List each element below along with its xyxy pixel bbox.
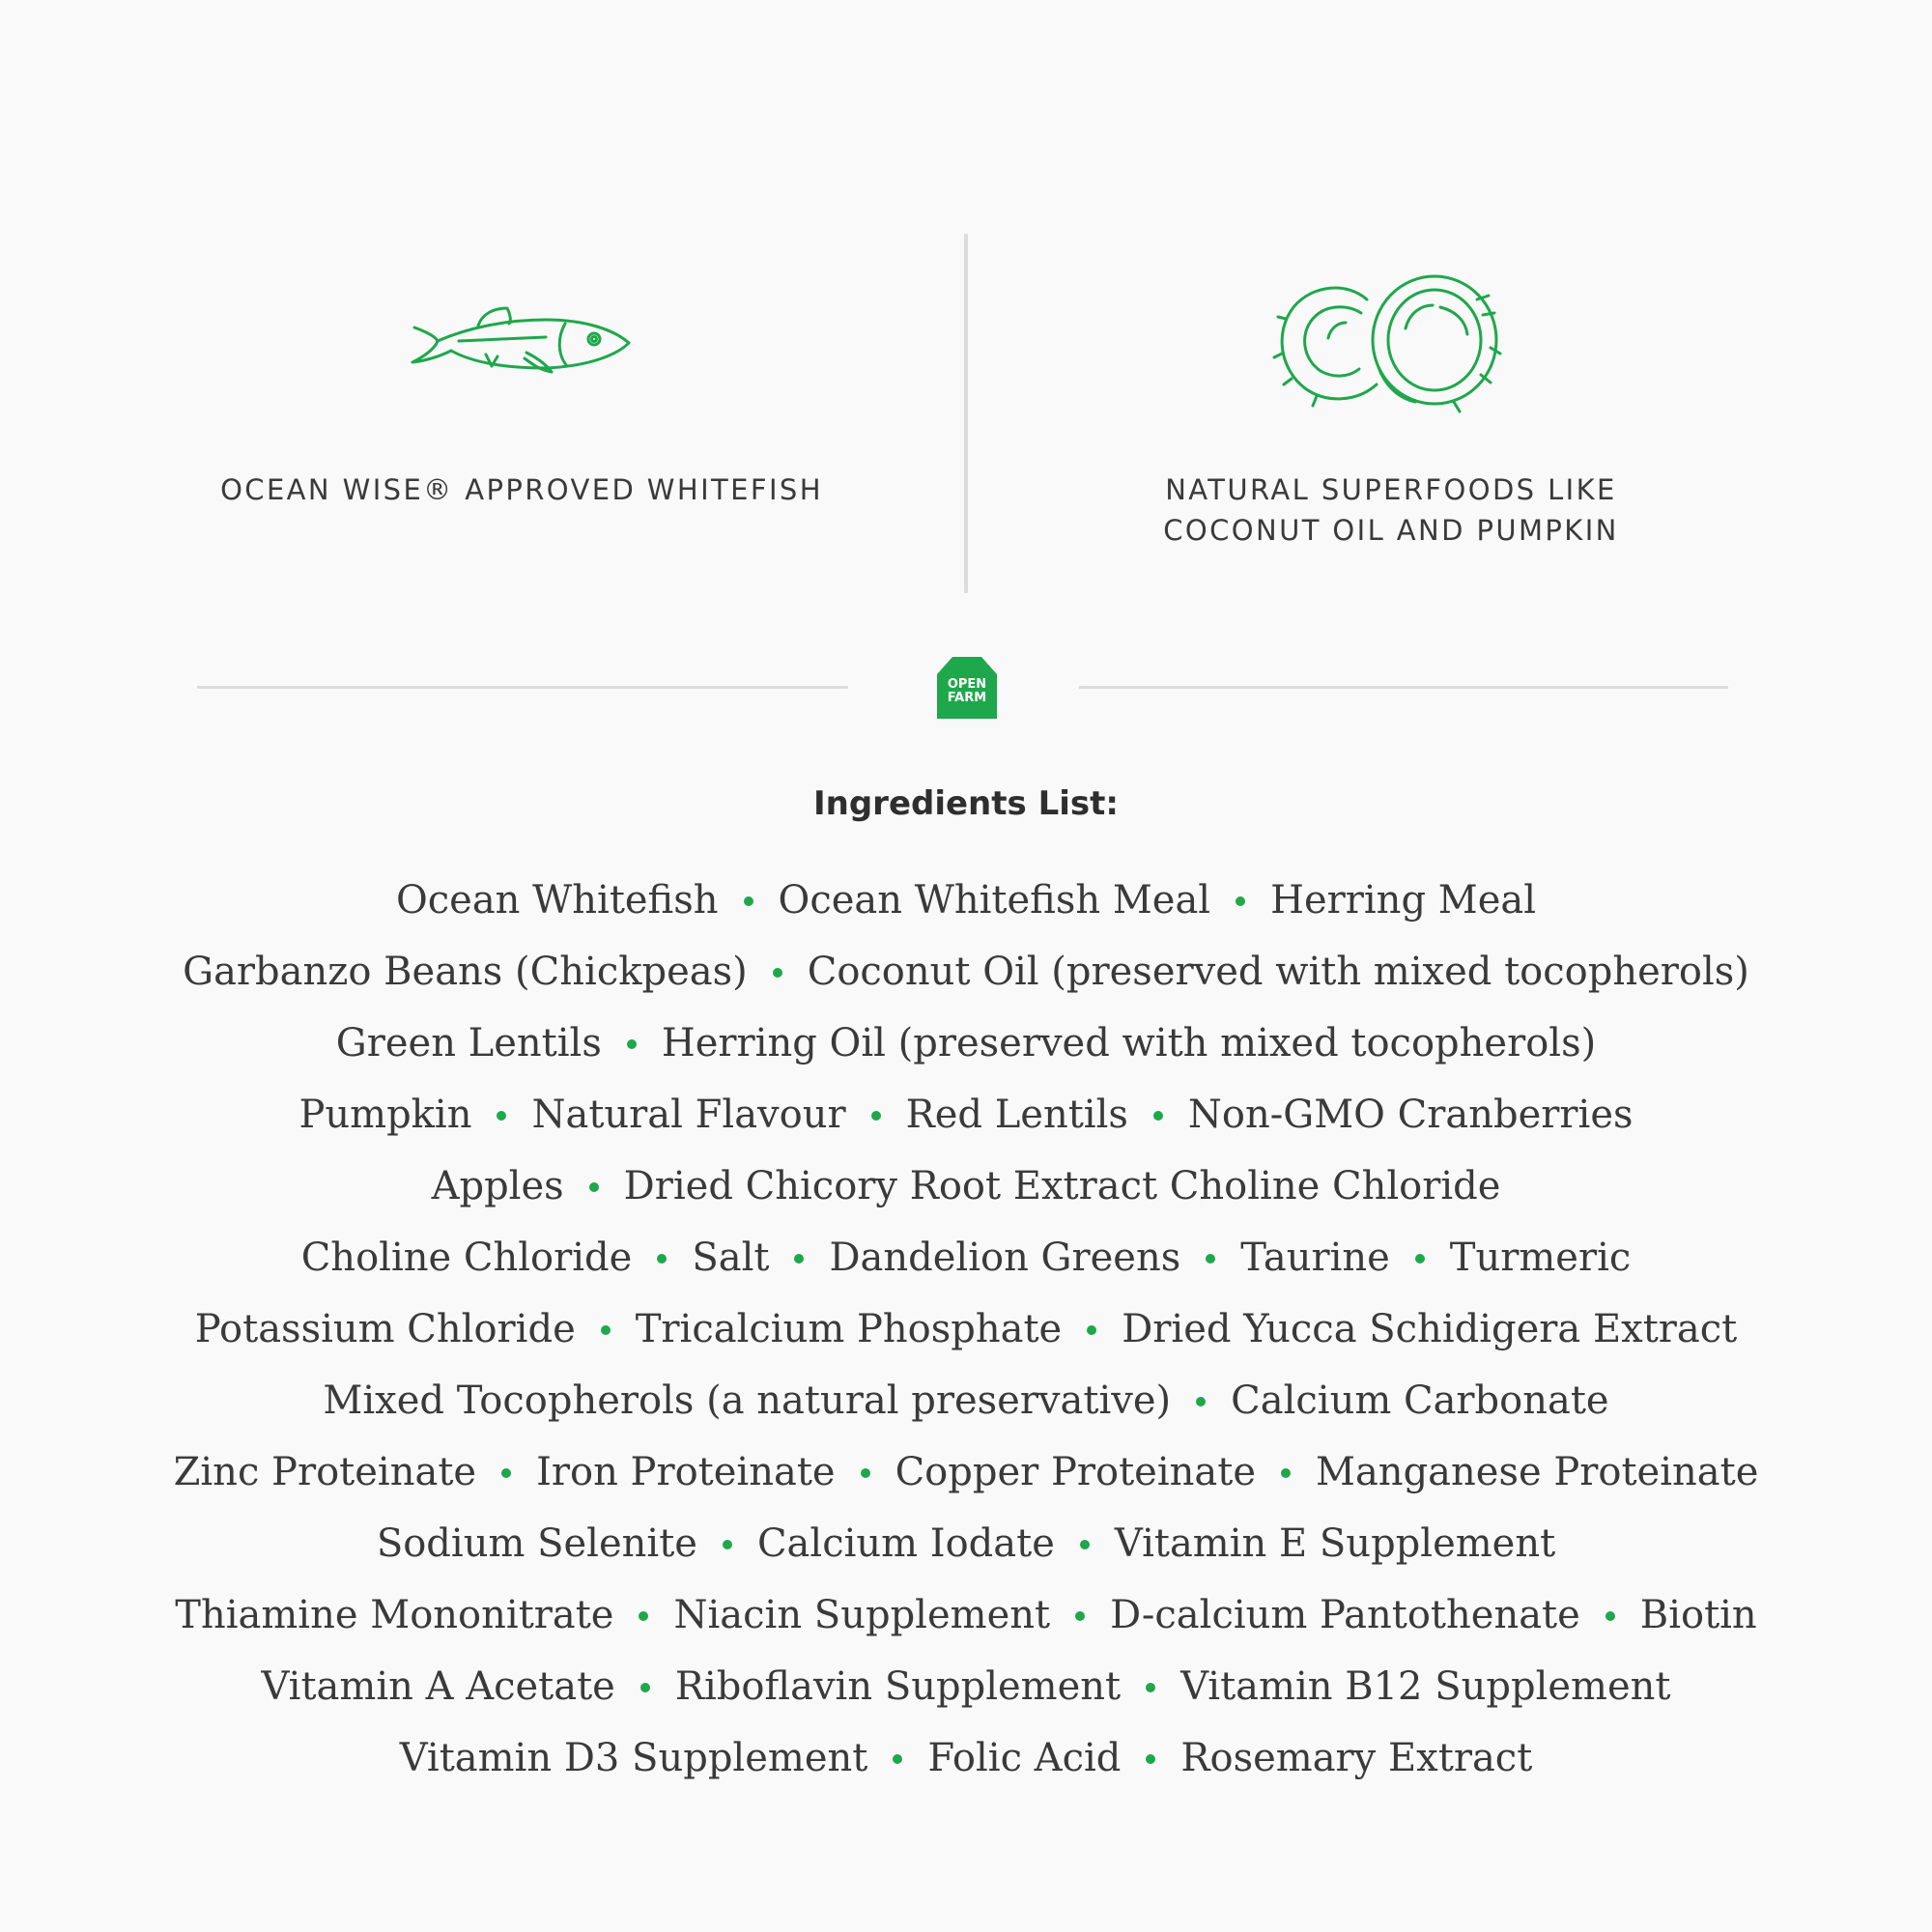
ingredient-item: Folic Acid (927, 1736, 1122, 1780)
coconut-icon (1005, 261, 1777, 415)
ingredient-item: Salt (692, 1236, 770, 1280)
bullet-separator (1153, 1111, 1163, 1121)
ingredient-item: Calcium Iodate (756, 1521, 1055, 1566)
ingredient-item: Ocean Whitefish (395, 878, 719, 923)
ingredient-item: Turmeric (1449, 1236, 1632, 1280)
ingredient-item: Taurine (1240, 1236, 1390, 1280)
horizontal-divider-right (1079, 686, 1728, 689)
ingredient-item: Zinc Proteinate (173, 1450, 477, 1494)
ingredient-item: Potassium Chloride (194, 1307, 576, 1351)
bullet-separator (1206, 1254, 1215, 1264)
ingredient-item: Pumpkin (298, 1093, 472, 1137)
ingredient-item: Herring Oil (preserved with mixed tocopherols) (661, 1021, 1597, 1065)
ingredient-line (97, 1508, 1835, 1579)
ingredient-item: Iron Proteinate (536, 1450, 836, 1494)
ingredient-item: Niacin Supplement (673, 1593, 1051, 1637)
feature-label: NATURAL SUPERFOODS LIKE COCONUT OIL AND PUMPKIN (1163, 473, 1619, 547)
ingredient-line (97, 1579, 1835, 1651)
ingredient-line (97, 1008, 1835, 1079)
bullet-separator (723, 1540, 732, 1549)
bullet-separator (1236, 896, 1245, 906)
ingredient-line (97, 1151, 1835, 1222)
ingredient-line (97, 1365, 1835, 1436)
ingredient-item: Thiamine Mononitrate (175, 1593, 614, 1637)
bullet-separator (501, 1468, 511, 1478)
bullet-separator (773, 968, 782, 978)
ingredient-item: Tricalcium Phosphate (635, 1307, 1063, 1351)
bullet-separator (1075, 1611, 1085, 1621)
ingredient-item: Calcium Carbonate (1231, 1378, 1609, 1423)
ingredient-item: Dried Yucca Schidigera Extract (1122, 1307, 1738, 1351)
bullet-separator (627, 1039, 637, 1049)
bullet-separator (1605, 1611, 1615, 1621)
ingredient-item: Dried Chicory Root Extract Choline Chloride (623, 1164, 1501, 1208)
ingredient-line (97, 1079, 1835, 1151)
ingredient-line (97, 1222, 1835, 1293)
bullet-separator (640, 1683, 650, 1692)
fish-icon (135, 261, 908, 415)
ingredient-line (97, 1293, 1835, 1365)
bullet-separator (589, 1182, 599, 1192)
horizontal-divider-left (197, 686, 848, 689)
ingredient-item: Riboflavin Supplement (674, 1664, 1122, 1709)
bullet-separator (871, 1111, 881, 1121)
ingredient-item: Vitamin A Acetate (261, 1664, 615, 1709)
bullet-separator (657, 1254, 667, 1264)
ingredients-list (97, 865, 1835, 1794)
bullet-separator (497, 1111, 506, 1121)
ingredient-item: Apples (431, 1164, 564, 1208)
ingredient-item: Dandelion Greens (829, 1236, 1181, 1280)
logo-text: OPEN FARM (947, 677, 987, 705)
ingredient-item: Herring Meal (1270, 878, 1537, 923)
ingredients-title: Ingredients List: (812, 784, 1119, 823)
ingredient-item: Rosemary Extract (1180, 1736, 1533, 1780)
ingredient-item: Vitamin D3 Supplement (399, 1736, 868, 1780)
ingredient-item: Vitamin E Supplement (1114, 1521, 1556, 1566)
ingredient-item: Vitamin B12 Supplement (1180, 1664, 1671, 1709)
ingredient-item: Mixed Tocopherols (a natural preservative) (323, 1378, 1172, 1423)
feature-superfoods (1005, 261, 1777, 551)
feature-section (0, 0, 1932, 618)
ingredient-item: Coconut Oil (preserved with mixed tocopherols) (807, 950, 1749, 994)
feature-whitefish (135, 261, 908, 510)
vertical-divider (964, 234, 968, 593)
ingredient-item: Non-GMO Cranberries (1187, 1093, 1634, 1137)
bullet-separator (1196, 1397, 1206, 1406)
ingredient-item: Sodium Selenite (376, 1521, 697, 1566)
bullet-separator (893, 1754, 902, 1764)
bullet-separator (1415, 1254, 1425, 1264)
logo-divider-row (0, 649, 1932, 723)
ingredient-line (97, 1436, 1835, 1508)
bullet-separator (1080, 1540, 1090, 1549)
bullet-separator (794, 1254, 804, 1264)
feature-label: OCEAN WISE® APPROVED WHITEFISH (220, 473, 823, 506)
ingredient-line (97, 1722, 1835, 1794)
ingredient-item: D-calcium Pantothenate (1110, 1593, 1580, 1637)
ingredient-line (97, 936, 1835, 1008)
ingredient-item: Red Lentils (905, 1093, 1128, 1137)
ingredient-item: Copper Proteinate (895, 1450, 1256, 1494)
bullet-separator (861, 1468, 870, 1478)
bullet-separator (601, 1325, 611, 1335)
ingredient-item: Biotin (1639, 1593, 1757, 1637)
bullet-separator (639, 1611, 648, 1621)
bullet-separator (1281, 1468, 1291, 1478)
bullet-separator (1146, 1754, 1155, 1764)
ingredient-item: Garbanzo Beans (Chickpeas) (183, 950, 748, 994)
ingredient-item: Green Lentils (335, 1021, 602, 1065)
bullet-separator (744, 896, 753, 906)
bullet-separator (1146, 1683, 1155, 1692)
ingredient-line (97, 1651, 1835, 1722)
ingredient-item: Manganese Proteinate (1316, 1450, 1759, 1494)
bullet-separator (1087, 1325, 1096, 1335)
ingredient-line (97, 865, 1835, 936)
ingredient-item: Ocean Whitefish Meal (778, 878, 1211, 923)
ingredient-item: Natural Flavour (531, 1093, 846, 1137)
ingredient-item: Choline Chloride (300, 1236, 633, 1280)
